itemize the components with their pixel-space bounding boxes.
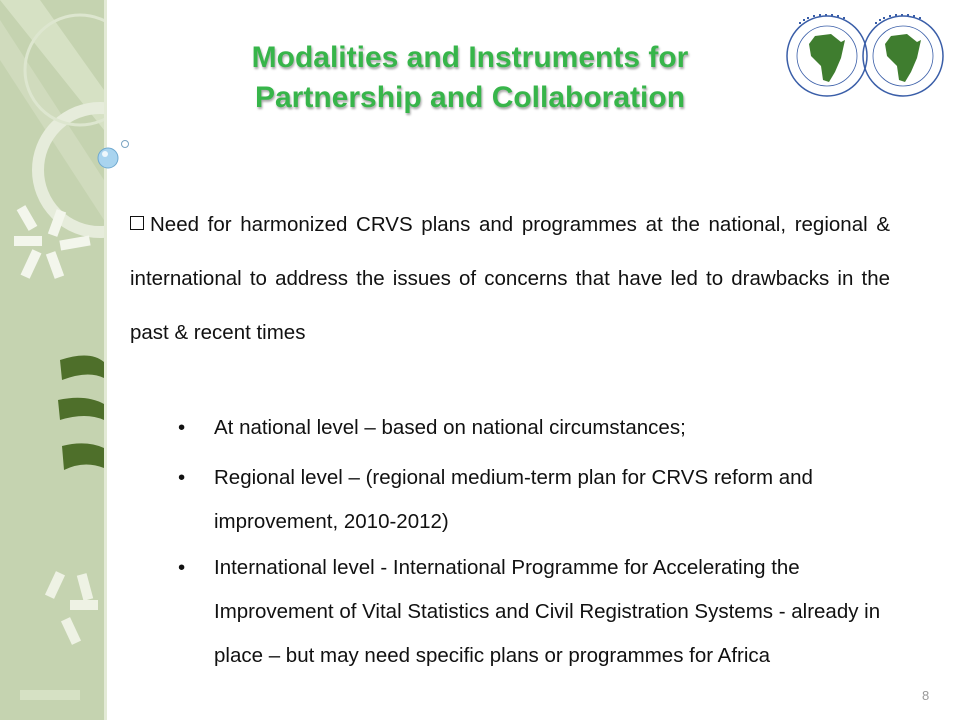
title-line-2: Partnership and Collaboration	[254, 81, 686, 114]
sidebar-edge	[104, 0, 107, 720]
page-number: 8	[922, 688, 930, 703]
decorative-sidebar	[0, 0, 104, 720]
sub-bullet-text: Regional level – (regional medium-term plan for CRVS reform and improvement, 2010-2012)	[214, 466, 813, 533]
afdb-emblem-icon	[779, 0, 953, 106]
bullet-dot-icon: •	[178, 416, 186, 439]
sub-bullet-text: At national level – based on national circumstances;	[214, 416, 686, 439]
main-bullet-text: Need for harmonized CRVS plans and programmes at the national, regional & international to address the issues of concerns that have led to drawbacks in the past & recent times	[130, 213, 890, 344]
checkbox-bullet-icon	[130, 216, 144, 230]
brush-strokes	[58, 355, 104, 470]
starburst-icon	[45, 571, 98, 645]
title-line-1: Modalities and Instruments for	[251, 41, 689, 74]
main-bullet	[130, 198, 890, 360]
sub-bullet-text: International level - International Programme for Accelerating the Improvement of Vital Statistics and Civil Registration Systems - already in place – but may need specific plans or programmes for Africa	[214, 556, 881, 667]
sidebar-decoration	[0, 0, 104, 720]
slide-title	[170, 38, 770, 118]
bullet-dot-icon: •	[178, 556, 186, 579]
bubble-icon	[94, 136, 134, 176]
light-streak	[20, 690, 80, 700]
afdb-logo	[779, 0, 953, 106]
bullet-dot-icon: •	[178, 466, 186, 489]
